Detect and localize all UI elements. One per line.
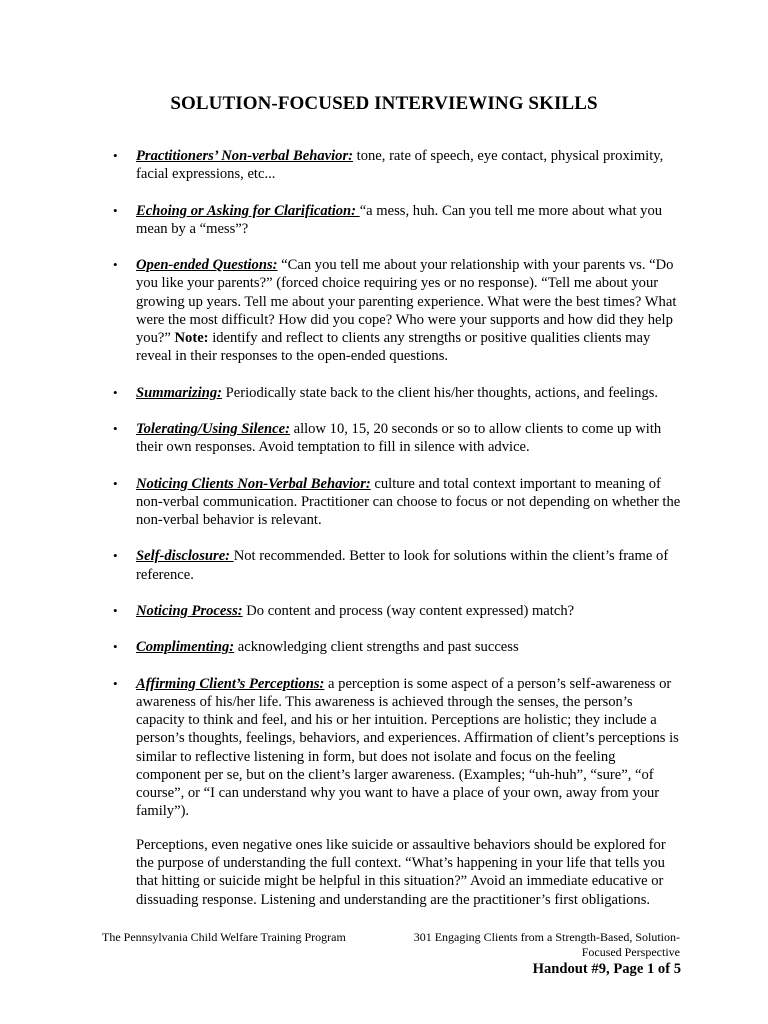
item-text: acknowledging client strengths and past success [234, 639, 519, 656]
handout-page-label: Handout #9, Page 1 of 5 [532, 961, 681, 977]
item-text: tone, rate of speech, eye contact, physical proximity, facial expressions, etc... [136, 148, 664, 183]
note-text: identify and reflect to clients any strengths or positive qualities clients may reveal in their responses to the open-ended questions. [136, 330, 651, 365]
bullet-icon: • [113, 639, 118, 655]
list-item [0, 420, 681, 456]
item-term: Practitioners’ Non-verbal Behavior: [136, 148, 353, 164]
bullet-icon: • [113, 548, 118, 564]
note-label: Note: [174, 330, 209, 346]
bullet-icon: • [113, 475, 118, 491]
bullet-icon: • [113, 675, 118, 691]
list-item [0, 384, 681, 402]
list-item [0, 638, 681, 656]
item-term: Tolerating/Using Silence: [136, 420, 290, 437]
item-text: “Can you tell me about your relationship with your parents vs. “Do you like your parents?” (forced choice requiring yes or no response). “Tell me about your growing up years. Tell me about your parenting experience. What were the best times? What were the most difficult? How did you cope? Who were your supports and how did they help you?” [136, 257, 677, 346]
item-term: Echoing or Asking for Clarification: [136, 202, 360, 219]
bullet-icon: • [113, 148, 118, 163]
perceptions-paragraph: Perceptions, even negative ones like suicide or assaultive behaviors should be explored for the purpose of understanding the full context. “What’s happening in your life that tells you that hitting or suicide might be helpful in this situation?” Avoid an immediate educative or dissuading response. Listening and understanding are the practitioner’s first obligations. [136, 837, 666, 908]
list-item [0, 547, 681, 583]
bullet-icon: • [113, 384, 118, 400]
bullet-icon: • [113, 202, 118, 218]
item-text: allow 10, 15, 20 seconds or so to allow clients to come up with their own responses. Avoid temptation to fill in silence with advice. [136, 420, 662, 456]
list-item [0, 256, 681, 365]
item-term: Summarizing: [136, 384, 222, 401]
item-text: Periodically state back to the client his/her thoughts, actions, and feelings. [221, 384, 659, 401]
item-text: a perception is some aspect of a person’s self-awareness or awareness of his/her life. This awareness is achieved through the senses, the person’s capacity to think and feel, and his or her intuition. Perceptions are holistic; they include a person’s thoughts, feelings, behaviors, and experiences. Affirmation of client’s perceptions is similar to reflective listening in form, but does not isolate and focus on the feeling component per se, but on the client’s larger awareness. (Examples; “uh-huh”, “sure”, “of course”, or “I can understand why you want to have a place of your own, away from your family”). [136, 675, 679, 820]
page-title: SOLUTION-FOCUSED INTERVIEWING SKILLS [170, 93, 598, 114]
list-item [0, 602, 681, 620]
bullet-icon: • [113, 602, 118, 618]
footer-course-title: 301 Engaging Clients from a Strength-Based, Solution-Focused Perspective [413, 930, 680, 959]
bullet-icon: • [113, 420, 118, 436]
item-term: Self-disclosure: [136, 548, 234, 565]
item-text: “a mess, huh. Can you tell me more about what you mean by a “mess”? [136, 202, 663, 237]
item-term: Affirming Client’s Perceptions: [136, 675, 325, 692]
bullet-list [0, 147, 768, 839]
item-term: Noticing Clients Non-Verbal Behavior: [136, 475, 371, 492]
item-term: Noticing Process: [136, 602, 243, 619]
list-item [0, 147, 681, 183]
item-term: Open-ended Questions: [136, 257, 278, 274]
item-text: Not recommended. Better to look for solutions within the client’s frame of reference. [136, 548, 669, 583]
list-item [0, 675, 681, 821]
footer-program-name: The Pennsylvania Child Welfare Training Program [102, 930, 346, 944]
list-item [0, 202, 681, 238]
item-text: Do content and process (way content expressed) match? [242, 602, 575, 619]
list-item [0, 475, 681, 530]
bullet-icon: • [113, 257, 118, 273]
item-text: culture and total context important to meaning of non-verbal communication. Practitioner can choose to focus or not depending on whether the non-verbal behavior is relevant. [136, 475, 681, 528]
item-term: Complimenting: [136, 639, 235, 656]
